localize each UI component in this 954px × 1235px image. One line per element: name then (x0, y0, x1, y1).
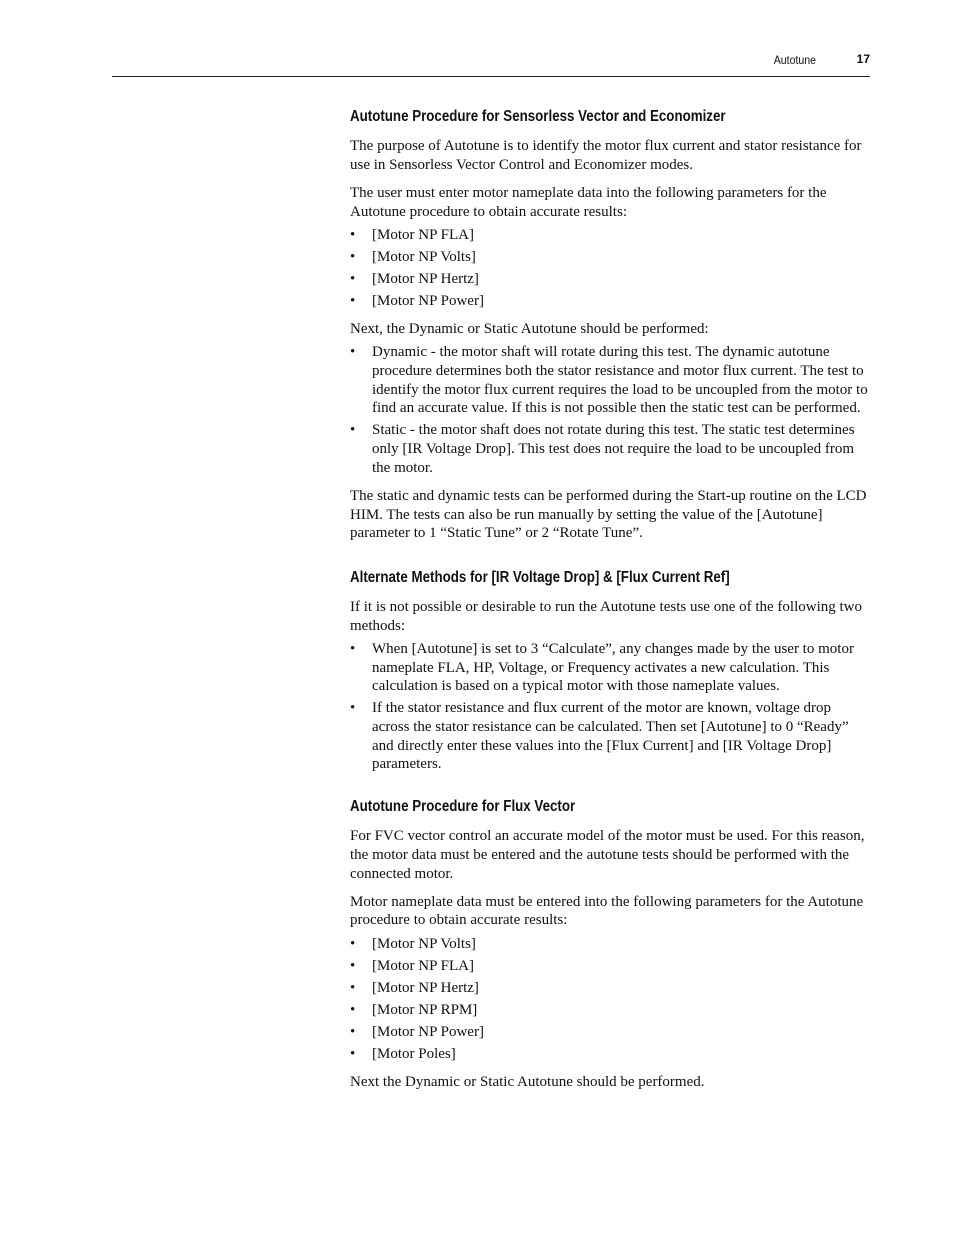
bullet-icon: • (350, 979, 356, 996)
paragraph: Next the Dynamic or Static Autotune should be performed. (350, 1073, 705, 1090)
bullet-icon: • (350, 270, 356, 287)
bullet-icon: • (350, 422, 356, 439)
methods-list (350, 640, 870, 774)
bullet-icon: • (350, 957, 356, 974)
header-section-title: Autotune (773, 53, 816, 67)
paragraph: The purpose of Autotune is to identify the motor flux current and stator resistance for use in Sensorless Vector Control and Economizer modes. (350, 138, 862, 173)
bullet-icon: • (350, 226, 356, 243)
paragraph: If it is not possible or desirable to run the Autotune tests use one of the following two methods: (350, 599, 863, 634)
list-item: • [Motor NP Power] (350, 292, 484, 309)
section-heading-alternate-methods: Alternate Methods for [IR Voltage Drop] & [Flux Current Ref] (350, 569, 730, 587)
bullet-icon: • (350, 640, 356, 657)
list-item: • Static - the motor shaft does not rotate during this test. The static test determines only [IR Voltage Drop]. This test does not require the load to be uncoupled from the motor. (350, 422, 855, 476)
list-item: • [Motor NP RPM] (350, 1001, 478, 1018)
page-content (350, 108, 870, 1101)
paragraph: Motor nameplate data must be entered into the following parameters for the Autotune procedure to obtain accurate results: (350, 893, 864, 929)
test-type-list (350, 343, 870, 477)
parameter-list (350, 226, 870, 311)
page-number: 17 (856, 52, 870, 66)
list-item: • When [Autotune] is set to 3 “Calculate”, any changes made by the user to motor nameplate FLA, HP, Voltage, or Frequency activates a new calculation. This calculation is based on a typical motor with those nameplate values. (350, 640, 854, 695)
section-heading-flux-vector: Autotune Procedure for Flux Vector (350, 798, 576, 816)
bullet-icon: • (350, 935, 356, 952)
list-item: • [Motor Poles] (350, 1045, 456, 1062)
paragraph: The static and dynamic tests can be performed during the Start-up routine on the LCD HIM. The tests can also be run manually by setting the value of the [Autotune] parameter to 1 “Static Tune” or 2 “Rotate Tune”. (350, 487, 867, 542)
list-item: • Dynamic - the motor shaft will rotate during this test. The dynamic autotune procedure determines both the stator resistance and motor flux current. The test to identify the motor flux current requires the load to be uncoupled from the motor to find an accurate value. If this is not possible then the static test can be performed. (350, 344, 868, 417)
list-item: • If the stator resistance and flux current of the motor are known, voltage drop across the stator resistance can be calculated. Then set [Autotune] to 0 “Ready” and directly enter these values into the [Flux Current] and [IR Voltage Drop] parameters. (350, 700, 849, 773)
list-item: • [Motor NP Volts] (350, 935, 476, 952)
bullet-icon: • (350, 700, 356, 717)
section-heading-sensorless: Autotune Procedure for Sensorless Vector and Economizer (350, 108, 726, 125)
list-item: • [Motor NP Hertz] (350, 979, 479, 996)
list-item: • [Motor NP FLA] (350, 226, 474, 243)
paragraph: Next, the Dynamic or Static Autotune should be performed: (350, 321, 709, 338)
list-item: • [Motor NP Volts] (350, 248, 476, 265)
list-item: • [Motor NP Power] (350, 1023, 484, 1040)
paragraph: For FVC vector control an accurate model of the motor must be used. For this reason, the motor data must be entered and the autotune tests should be performed with the connected motor. (350, 828, 865, 882)
bullet-icon: • (350, 1001, 356, 1018)
bullet-icon: • (350, 344, 356, 361)
bullet-icon: • (350, 1023, 356, 1040)
list-item: • [Motor NP FLA] (350, 957, 474, 974)
bullet-icon: • (350, 1045, 356, 1062)
list-item: • [Motor NP Hertz] (350, 270, 479, 287)
bullet-icon: • (350, 292, 356, 309)
page-header (112, 52, 870, 77)
paragraph: The user must enter motor nameplate data into the following parameters for the Autotune procedure to obtain accurate results: (350, 184, 827, 220)
bullet-icon: • (350, 248, 356, 265)
parameter-list (350, 935, 870, 1064)
